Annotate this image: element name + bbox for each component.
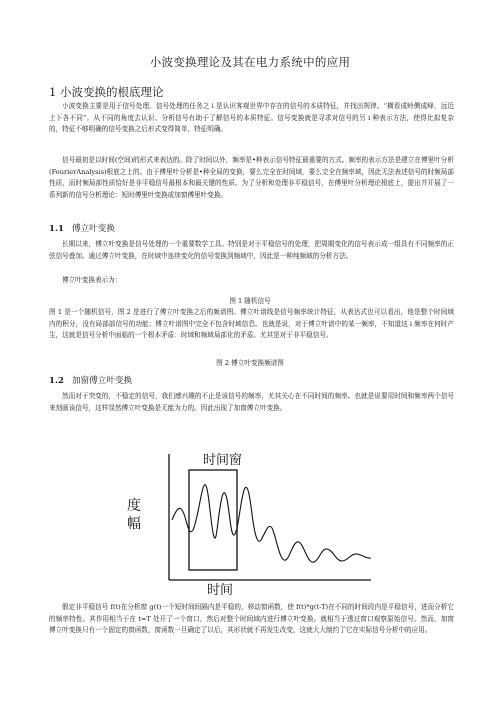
section-1-2-paragraph-2: 假定非平稳信号 f(t)在分析窗 g(t)一个短时间间隔内是平稳的，移动窗函数，使 f(t)*g(t-T)在不同的时间段内是平稳信号，进而分析它的频率特性。其作用相当于在 t=T 处开了一个窗口，然后对整个时间域内进行傅立叶变换。就相当于透过窗口观察原始信号。然而，加窗傅立叶变换只有一个固定的窗函数，窗函数一旦确定了以后，其形状就不再发生改变，这就大大制约了它在实际信号分析中的应用。 <box>49 603 454 634</box>
section-number: 1.1 <box>49 224 64 234</box>
section-1-2-heading <box>49 374 132 386</box>
section-1-1-paragraph-2: 傅立叶变换表示为： <box>62 276 122 284</box>
section-1-1-heading <box>49 222 115 234</box>
section-number: 1.2 <box>49 376 64 386</box>
section-1-heading: 1 小波变换的根底理论 <box>49 85 164 99</box>
amplitude-label-bottom: 幅 <box>127 515 141 531</box>
section-title: 傅立叶变换 <box>71 224 115 234</box>
figure-1-caption: 图 1 随机信号 <box>229 297 271 305</box>
section-1-1-paragraph-1: 长期以来，傅立叶变换是信号处理的一个重要数学工具。特别是对于平稳信号的处理，把周期变化的信号表示成一组具有不同频率的正弦信号叠加。通过傅立叶变换，在时域中连续变化的信号变换到频域中，因此是一种纯频域的分析方法。 <box>49 240 454 260</box>
section-1-paragraph-2: 信号最初是以时间(空间)的形式来表达的。除了时间以外，频率是•种表示信号特征最重要的方式。频率的表示方法是建立在傅里叶分析(FourierAnalysis)根底之上的。由于傅里叶分析是•种全局的变换，要么完全在时间域，要么完全在频率域，因此无法表述信号的时频局部性质，而时频局部性质恰好是非平稳信号最根本和最关键的性质。为了分析和处理非平稳信号，在傅里叶分析理论根底上，提出并开展了一系列新的信号分析理论：短时傅里叶变换或加窗傅里叶变换。 <box>49 156 454 199</box>
time-window-label: 时间窗 <box>203 452 243 467</box>
page-title: 小波变换理论及其在电力系统中的应用 <box>149 55 351 69</box>
section-1-paragraph-1: 小波变换主要是用于信号处理。信号处理的任务之 i 是认识客观世界中存在的信号的本质特征，并找出规律。“横看成岭侧成峰，远近上下各不同”。从不同的角度去认识、分析信号有助于了解信号的本质特征。信号变换就是寻求对信号的另 i 种表示方法，使得比拟复杂的，特征不够明确的信号变换之后形式变得简单，特征明确。 <box>49 102 454 133</box>
figure-2-caption: 图 2 傅立叶变换频谱图 <box>216 359 284 367</box>
section-1-2-paragraph-1: 然而对于突变的，不稳定的信号，我们感兴趣的不止是该信号的频率，尤其关心在不同时间的频率。也就是说要用时间和频率两个信号来刻画该信号，这样显然傅立叶变换是无能为力的。因此出现了加窗傅立叶变换。 <box>49 392 454 412</box>
windowed-signal-figure <box>117 448 377 596</box>
section-1-1-paragraph-3: 图 1 是一个随机信号，图 2 是进行了傅立叶变换之后的频谱图。傅立叶谱线是信号频率统计特征，从表达式也可以看出，他是整个时间域内的积分，没有局部部信号的功能；傅立叶谱图中完全不包含时域信息。也就是说，对于傅立叶谱中的某一频率，不知道这 i 频率在何时产生，这就是信号分析中面临的一个根本矛盾：时域和频域局部化的矛盾。尤其是对于非平稳信号。 <box>49 308 454 339</box>
amplitude-label-top: 度 <box>127 497 141 513</box>
signal-curve <box>172 485 371 563</box>
section-title: 加窗傅立叶变换 <box>71 376 133 386</box>
time-axis-label: 时间 <box>207 582 234 596</box>
